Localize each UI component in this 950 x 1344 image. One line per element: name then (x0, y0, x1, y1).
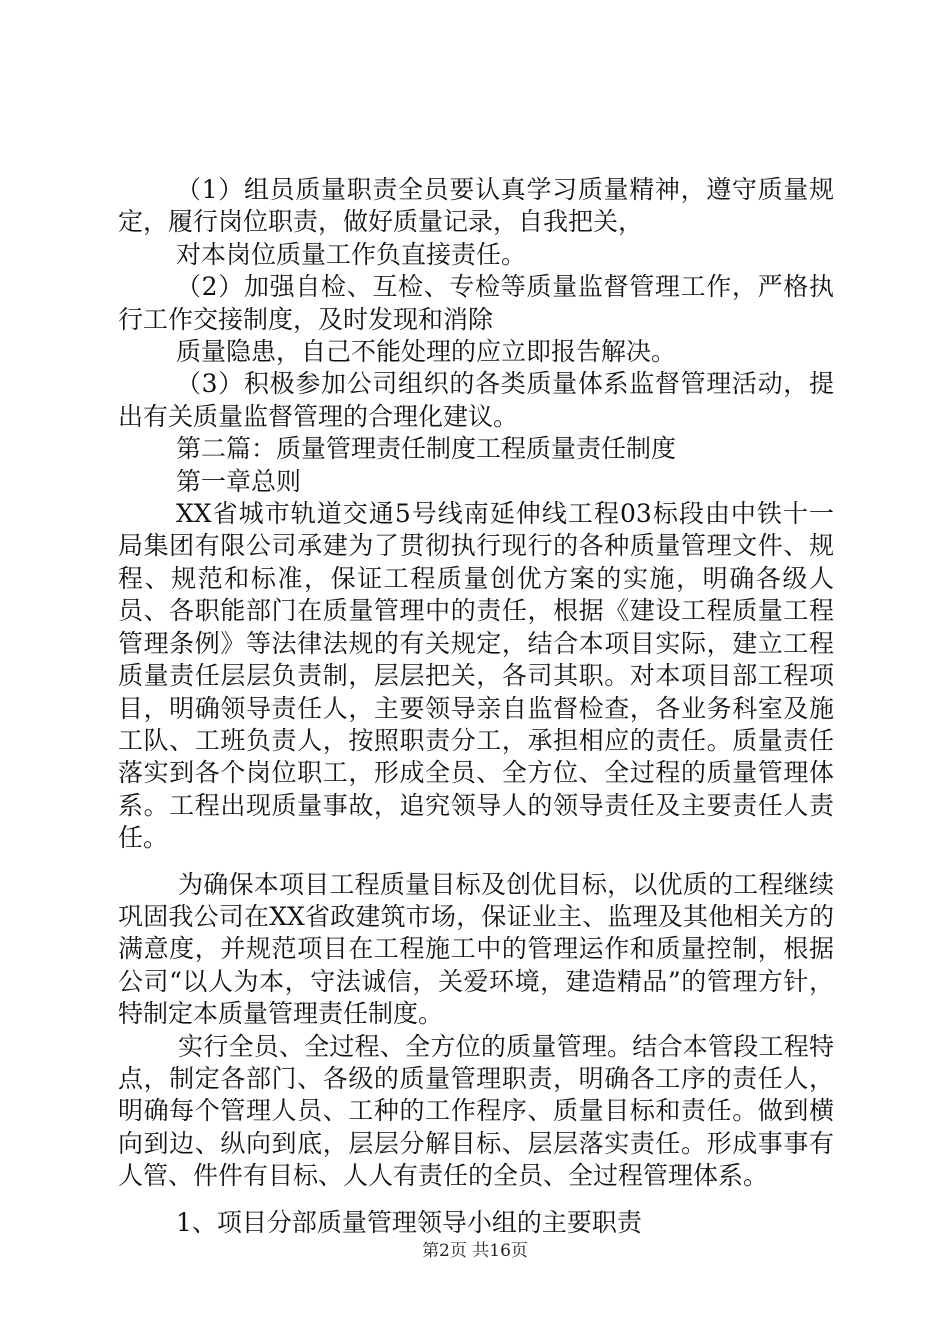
paragraph-duty-1: （1）组员质量职责全员要认真学习质量精神，遵守质量规定，履行岗位职责，做好质量记录，自我把关， (118, 175, 834, 237)
section-heading: 第二篇：质量管理责任制度工程质量责任制度 (176, 434, 677, 464)
chapter-heading: 第一章总则 (176, 466, 302, 496)
page-number-footer: 第2页 共16页 (422, 1241, 528, 1261)
paragraph-quality-goals: 为确保本项目工程质量目标及创优目标，以优质的工程继续巩固我公司在XX省政建筑市场，保证业主、监理及其他相关方的满意度，并规范项目在工程施工中的管理运作和质量控制，根据公司“以人为本，守法诚信，关爱环境，建造精品”的管理方针，特制定本质量管理责任制度。 (118, 869, 834, 1029)
paragraph-full-management: 实行全员、全过程、全方位的质量管理。结合本管段工程特点，制定各部门、各级的质量管理职责，明确各工序的责任人，明确每个管理人员、工种的工作程序、质量目标和责任。做到横向到边、纵向到底，层层分解目标、层层落实责任。形成事事有人管、件件有目标、人人有责任的全员、全过程管理体系。 (118, 1031, 834, 1191)
paragraph-project-overview: XX省城市轨道交通5号线南延伸线工程03标段由中铁十一局集团有限公司承建为了贯彻执行现行的各种质量管理文件、规程、规范和标准，保证工程质量创优方案的实施，明确各级人员、各职能部门在质量管理中的责任，根据《建设工程质量工程管理条例》等法律法规的有关规定，结合本项目实际，建立工程质量责任层层负责制，层层把关，各司其职。对本项目部工程项目，明确领导责任人，主要领导亲自监督检查，各业务科室及施工队、工班负责人，按照职责分工，承担相应的责任。质量责任落实到各个岗位职工，形成全员、全方位、全过程的质量管理体系。工程出现质量事故，追究领导人的领导责任及主要责任人责任。 (118, 499, 834, 853)
document-body (118, 174, 834, 1239)
paragraph-leadership-duties: 1、项目分部质量管理领导小组的主要职责 (176, 1207, 642, 1237)
paragraph-duty-3: （3）积极参加公司组织的各类质量体系监督管理活动，提出有关质量监督管理的合理化建议。 (118, 369, 834, 431)
paragraph-duty-2-continued: 质量隐患，自己不能处理的应立即报告解决。 (176, 337, 677, 367)
paragraph-duty-1-continued: 对本岗位质量工作负直接责任。 (176, 239, 527, 269)
paragraph-duty-2: （2）加强自检、互检、专检等质量监督管理工作，严格执行工作交接制度，及时发现和消除 (118, 272, 834, 334)
